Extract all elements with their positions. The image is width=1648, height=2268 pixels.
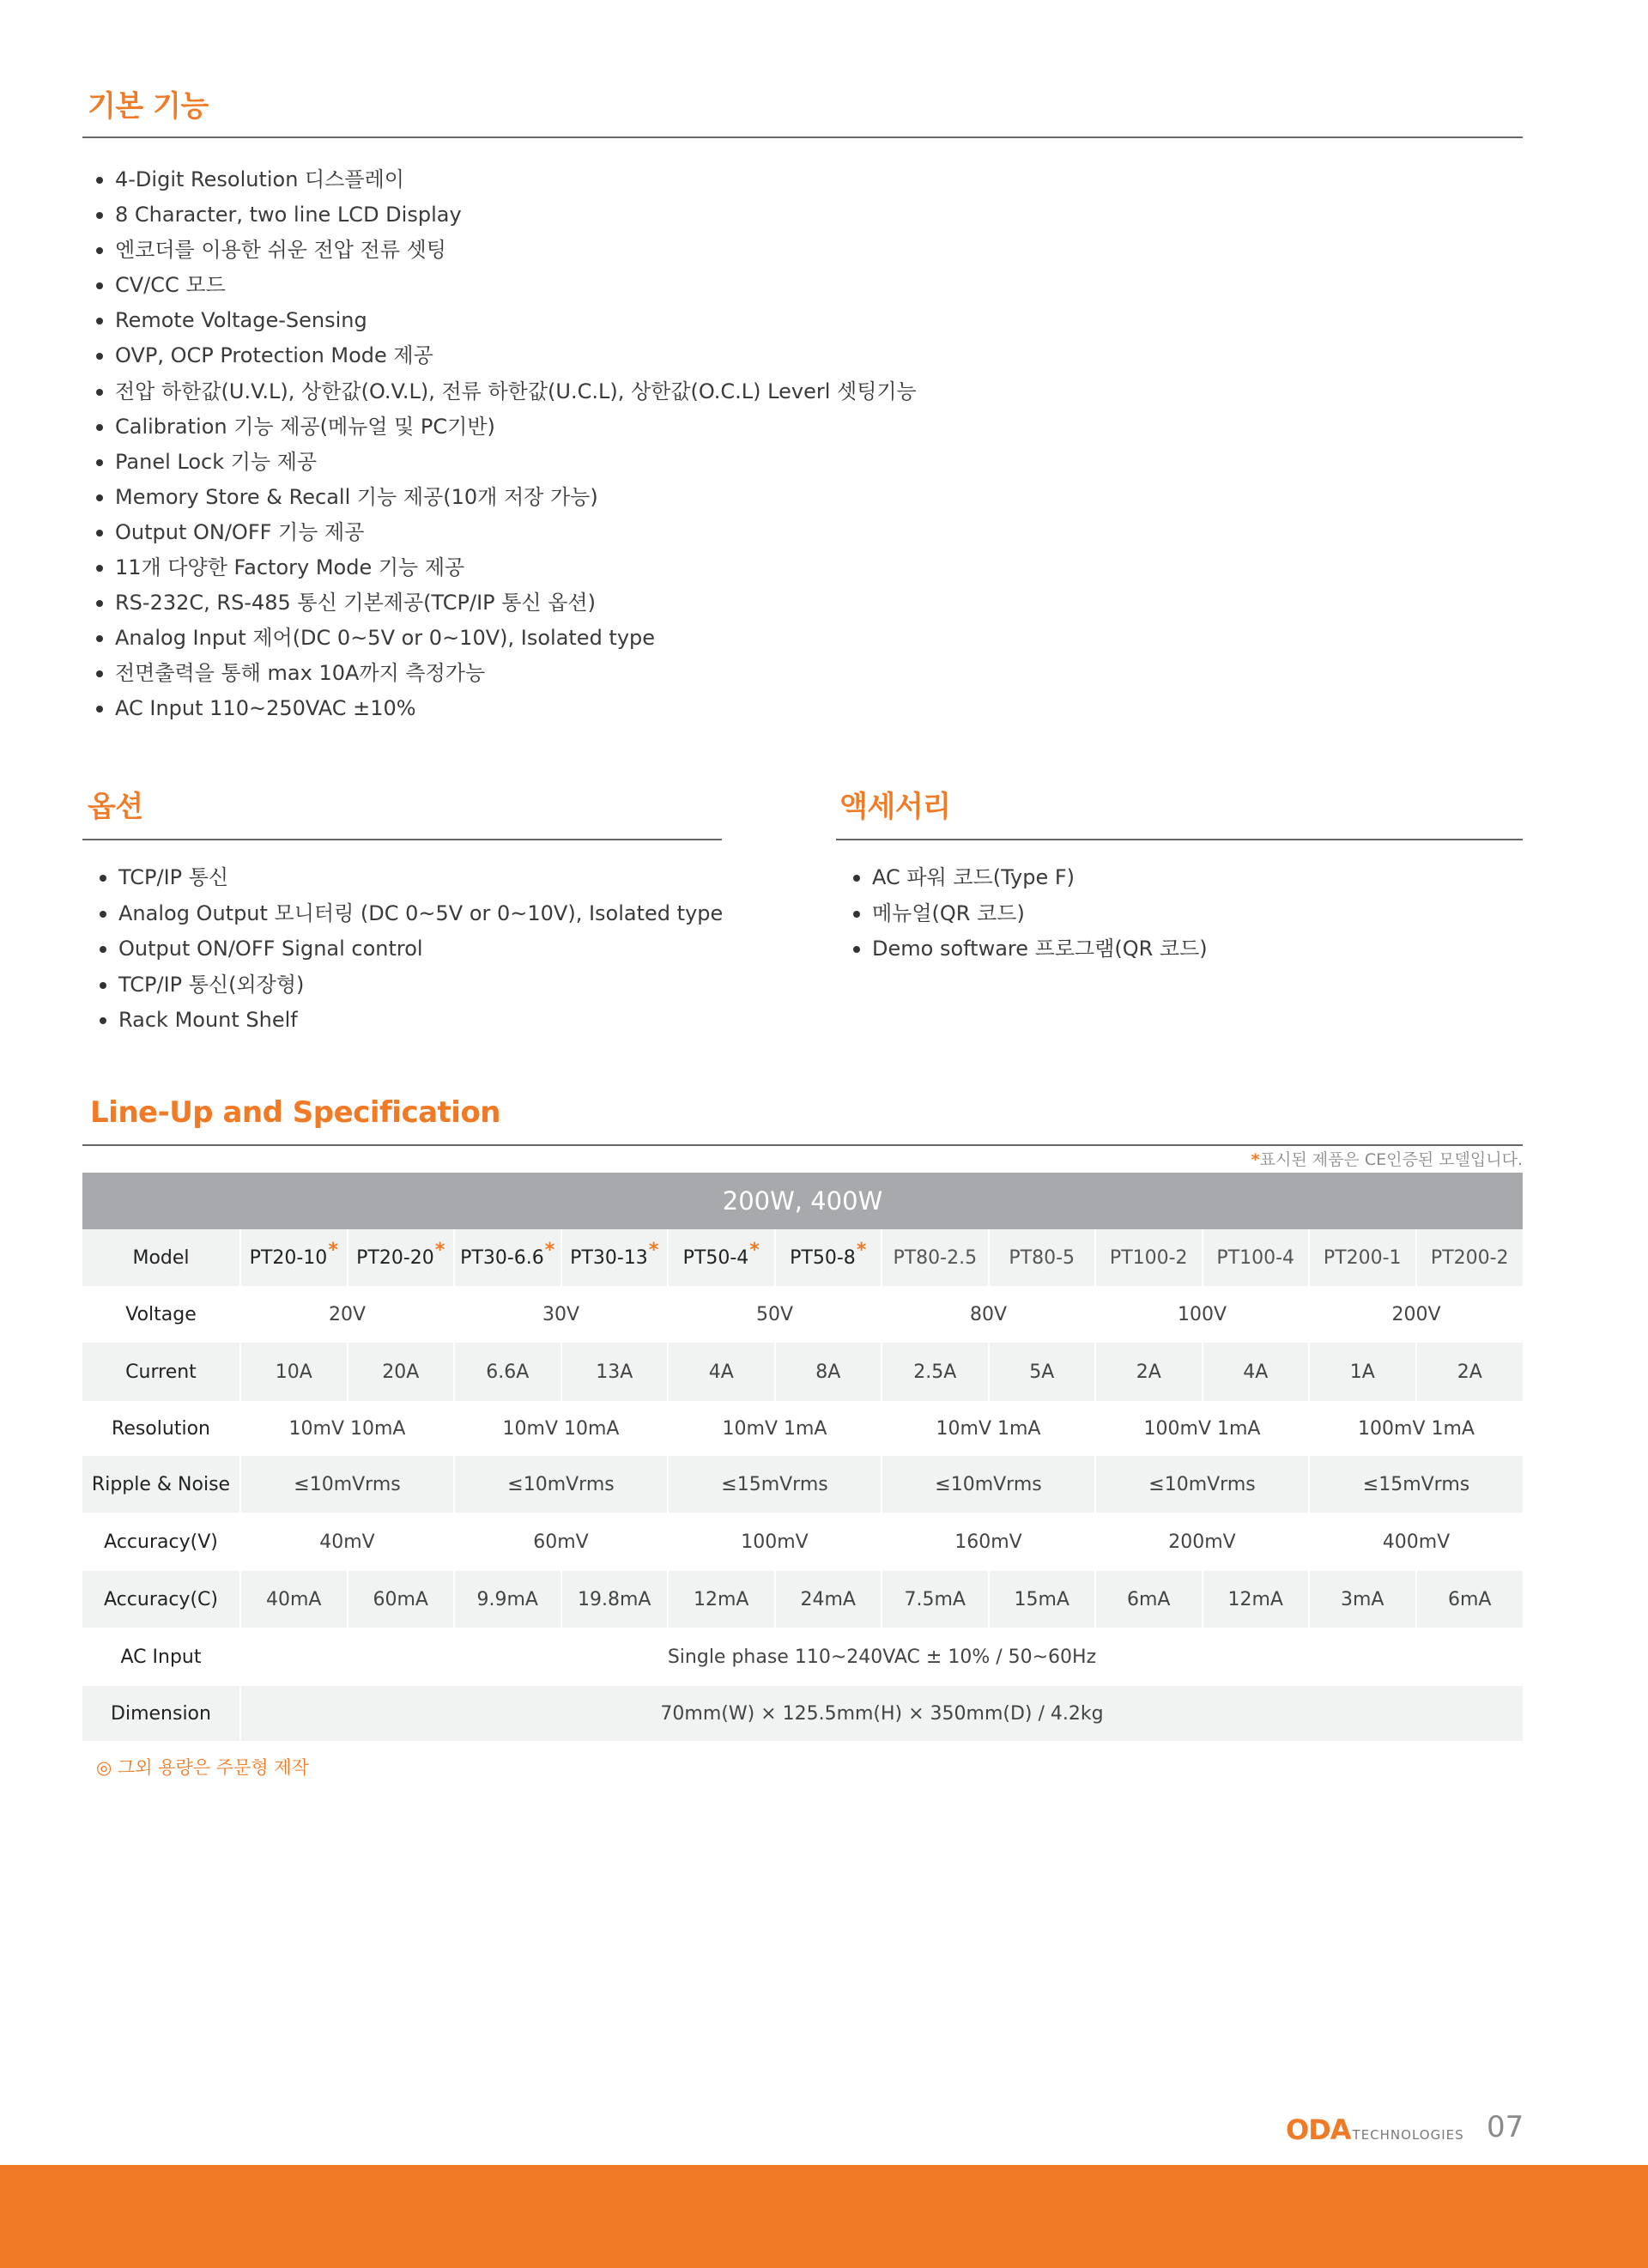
ripple-cell: ≤15mVrms <box>1309 1456 1523 1513</box>
current-cell: 13A <box>561 1343 669 1401</box>
lineup-title: Line-Up and Specification <box>90 1095 501 1130</box>
list-item: 메뉴얼(QR 코드) <box>850 896 1208 932</box>
table-row-resolution <box>82 1401 1523 1456</box>
spec-table <box>82 1173 1523 1741</box>
model-cell <box>1203 1229 1310 1286</box>
voltage-cell: 20V <box>240 1286 454 1343</box>
ce-star-icon: * <box>328 1239 338 1261</box>
resolution-cell: 100mV 1mA <box>1309 1401 1523 1456</box>
list-item: TCP/IP 통신 <box>96 860 723 896</box>
page-number: 07 <box>1487 2110 1524 2144</box>
list-item: TCP/IP 통신(외장형) <box>96 967 723 1004</box>
list-item: AC Input 110~250VAC ±10% <box>93 691 917 726</box>
table-row-dimension <box>82 1686 1523 1741</box>
accuracy-v-cell: 100mV <box>668 1513 882 1571</box>
ce-note-text: 표시된 제품은 CE인증된 모델입니다. <box>1259 1150 1523 1169</box>
accuracy-c-cell: 7.5mA <box>882 1571 989 1628</box>
current-cell: 8A <box>775 1343 882 1401</box>
resolution-cell: 10mV 1mA <box>668 1401 882 1456</box>
model-cell <box>454 1229 561 1286</box>
list-item: 4-Digit Resolution 디스플레이 <box>93 162 917 197</box>
table-banner-row <box>82 1173 1523 1229</box>
ce-star-icon: * <box>648 1239 659 1261</box>
ce-star-icon: * <box>544 1239 555 1261</box>
table-row-model <box>82 1229 1523 1286</box>
ripple-cell: ≤10mVrms <box>882 1456 1095 1513</box>
model-name: PT100-2 <box>1109 1246 1188 1269</box>
list-item: 엔코더를 이용한 쉬운 전압 전류 셋팅 <box>93 233 917 268</box>
ac-input-cell: Single phase 110~240VAC ± 10% / 50~60Hz <box>240 1628 1523 1686</box>
current-cell: 2.5A <box>882 1343 989 1401</box>
power-rating-banner: 200W, 400W <box>82 1173 1523 1229</box>
list-item: Output ON/OFF 기능 제공 <box>93 515 917 550</box>
list-item: Memory Store & Recall 기능 제공(10개 저장 가능) <box>93 480 917 515</box>
accuracy-c-cell: 60mA <box>348 1571 455 1628</box>
lineup-divider <box>82 1144 1523 1146</box>
basic-features-title: 기본 기능 <box>88 89 209 124</box>
ripple-cell: ≤15mVrms <box>668 1456 882 1513</box>
table-row-current <box>82 1343 1523 1401</box>
custom-order-note: ◎ 그외 용량은 주문형 제작 <box>96 1757 309 1778</box>
list-item: 8 Character, two line LCD Display <box>93 197 917 233</box>
resolution-cell: 10mV 10mA <box>240 1401 454 1456</box>
ripple-cell: ≤10mVrms <box>454 1456 668 1513</box>
model-cell <box>348 1229 455 1286</box>
model-name: PT50-8 <box>790 1246 856 1269</box>
model-cell <box>882 1229 989 1286</box>
options-list <box>96 860 723 1039</box>
current-cell: 4A <box>668 1343 775 1401</box>
model-cell <box>668 1229 775 1286</box>
list-item: Calibration 기능 제공(메뉴얼 및 PC기반) <box>93 409 917 445</box>
row-header-resolution: Resolution <box>82 1401 240 1456</box>
oda-technologies-logo <box>1286 2113 1464 2146</box>
list-item: Analog Input 제어(DC 0~5V or 0~10V), Isolated type <box>93 621 917 656</box>
model-cell <box>1309 1229 1416 1286</box>
model-name: PT80-5 <box>1009 1246 1075 1269</box>
model-cell <box>561 1229 669 1286</box>
row-header-accuracy-v: Accuracy(V) <box>82 1513 240 1571</box>
model-name: PT80-2.5 <box>893 1246 978 1269</box>
list-item: 전면출력을 통해 max 10A까지 측정가능 <box>93 656 917 691</box>
model-name: PT50-4 <box>682 1246 749 1269</box>
current-cell: 20A <box>348 1343 455 1401</box>
basic-features-list <box>93 162 917 727</box>
accuracy-v-cell: 40mV <box>240 1513 454 1571</box>
list-item: Output ON/OFF Signal control <box>96 931 723 967</box>
list-item: 11개 다양한 Factory Mode 기능 제공 <box>93 550 917 585</box>
table-row-ripple <box>82 1456 1523 1513</box>
ce-certified-note <box>1251 1147 1523 1170</box>
accessories-divider <box>836 839 1523 840</box>
ripple-cell: ≤10mVrms <box>1095 1456 1309 1513</box>
row-header-ripple: Ripple & Noise <box>82 1456 240 1513</box>
ce-star-icon: * <box>749 1239 760 1261</box>
ce-star-icon: * <box>856 1239 867 1261</box>
accessories-list <box>850 860 1208 967</box>
ripple-cell: ≤10mVrms <box>240 1456 454 1513</box>
accuracy-c-cell: 12mA <box>1203 1571 1310 1628</box>
model-name: PT30-13 <box>570 1246 648 1269</box>
model-cell <box>775 1229 882 1286</box>
table-row-voltage <box>82 1286 1523 1343</box>
current-cell: 2A <box>1416 1343 1524 1401</box>
row-header-accuracy-c: Accuracy(C) <box>82 1571 240 1628</box>
voltage-cell: 50V <box>668 1286 882 1343</box>
resolution-cell: 10mV 10mA <box>454 1401 668 1456</box>
table-row-accuracy-c <box>82 1571 1523 1628</box>
list-item: RS-232C, RS-485 통신 기본제공(TCP/IP 통신 옵션) <box>93 585 917 621</box>
current-cell: 2A <box>1095 1343 1203 1401</box>
logo-main-text: ODA <box>1286 2113 1351 2146</box>
current-cell: 6.6A <box>454 1343 561 1401</box>
voltage-cell: 80V <box>882 1286 1095 1343</box>
accuracy-v-cell: 400mV <box>1309 1513 1523 1571</box>
list-item: 전압 하한값(U.V.L), 상한값(O.V.L), 전류 하한값(U.C.L), 상한값(O.C.L) Leverl 셋팅기능 <box>93 374 917 409</box>
accuracy-c-cell: 15mA <box>989 1571 1096 1628</box>
footer-bar <box>0 2165 1648 2268</box>
row-header-ac-input: AC Input <box>82 1628 240 1686</box>
list-item: CV/CC 모드 <box>93 268 917 303</box>
ce-star-mark: * <box>1251 1150 1260 1169</box>
accuracy-v-cell: 200mV <box>1095 1513 1309 1571</box>
accuracy-c-cell: 3mA <box>1309 1571 1416 1628</box>
model-name: PT100-4 <box>1216 1246 1295 1269</box>
options-divider <box>82 839 722 840</box>
model-name: PT200-1 <box>1323 1246 1402 1269</box>
current-cell: 4A <box>1203 1343 1310 1401</box>
list-item: AC 파워 코드(Type F) <box>850 860 1208 896</box>
row-header-current: Current <box>82 1343 240 1401</box>
list-item: OVP, OCP Protection Mode 제공 <box>93 338 917 373</box>
model-cell <box>1095 1229 1203 1286</box>
list-item: Analog Output 모니터링 (DC 0~5V or 0~10V), Isolated type <box>96 896 723 932</box>
table-row-accuracy-v <box>82 1513 1523 1571</box>
accuracy-c-cell: 12mA <box>668 1571 775 1628</box>
resolution-cell: 100mV 1mA <box>1095 1401 1309 1456</box>
list-item: Remote Voltage-Sensing <box>93 303 917 338</box>
options-title: 옵션 <box>88 790 143 824</box>
accuracy-v-cell: 160mV <box>882 1513 1095 1571</box>
list-item: Demo software 프로그램(QR 코드) <box>850 931 1208 967</box>
logo-sub-text: TECHNOLOGIES <box>1352 2127 1464 2143</box>
current-cell: 1A <box>1309 1343 1416 1401</box>
model-name: PT20-20 <box>356 1246 434 1269</box>
row-header-model: Model <box>82 1229 240 1286</box>
voltage-cell: 200V <box>1309 1286 1523 1343</box>
model-cell <box>240 1229 348 1286</box>
table-row-ac-input <box>82 1628 1523 1686</box>
accuracy-v-cell: 60mV <box>454 1513 668 1571</box>
row-header-dimension: Dimension <box>82 1686 240 1741</box>
current-cell: 5A <box>989 1343 1096 1401</box>
accuracy-c-cell: 19.8mA <box>561 1571 669 1628</box>
ce-star-icon: * <box>434 1239 445 1261</box>
row-header-voltage: Voltage <box>82 1286 240 1343</box>
accuracy-c-cell: 9.9mA <box>454 1571 561 1628</box>
model-name: PT20-10 <box>249 1246 328 1269</box>
dimension-cell: 70mm(W) × 125.5mm(H) × 350mm(D) / 4.2kg <box>240 1686 1523 1741</box>
voltage-cell: 30V <box>454 1286 668 1343</box>
accuracy-c-cell: 6mA <box>1416 1571 1524 1628</box>
model-name: PT200-2 <box>1430 1246 1509 1269</box>
accuracy-c-cell: 24mA <box>775 1571 882 1628</box>
voltage-cell: 100V <box>1095 1286 1309 1343</box>
model-name: PT30-6.6 <box>460 1246 544 1269</box>
list-item: Panel Lock 기능 제공 <box>93 445 917 480</box>
basic-features-divider <box>82 136 1523 138</box>
model-cell <box>1416 1229 1524 1286</box>
resolution-cell: 10mV 1mA <box>882 1401 1095 1456</box>
current-cell: 10A <box>240 1343 348 1401</box>
accuracy-c-cell: 40mA <box>240 1571 348 1628</box>
model-cell <box>989 1229 1096 1286</box>
accuracy-c-cell: 6mA <box>1095 1571 1203 1628</box>
list-item: Rack Mount Shelf <box>96 1003 723 1039</box>
accessories-title: 액세서리 <box>839 790 951 824</box>
